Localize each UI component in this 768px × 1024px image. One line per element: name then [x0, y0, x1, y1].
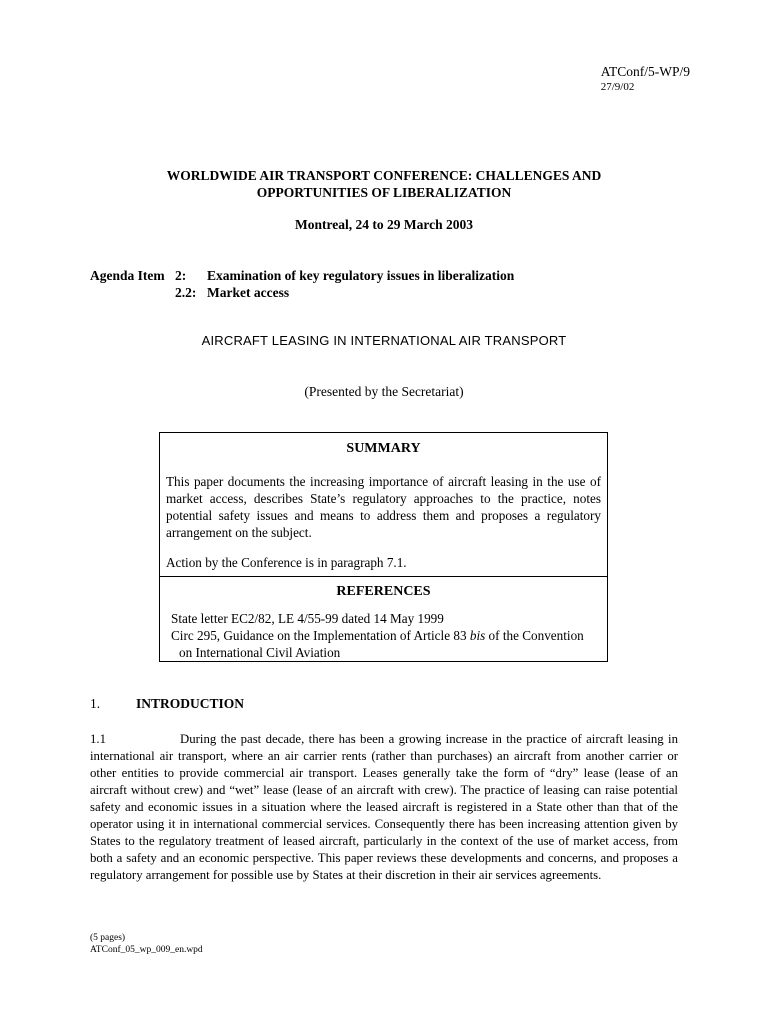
conference-place-date: Montreal, 24 to 29 March 2003	[295, 217, 473, 232]
summary-action: Action by the Conference is in paragraph 7.1.	[166, 555, 407, 570]
presenter-line: (Presented by the Secretariat)	[304, 384, 464, 399]
summary-heading: SUMMARY	[346, 441, 421, 456]
reference-item-continuation: on International Civil Aviation	[179, 645, 341, 660]
page-count: (5 pages)	[90, 933, 126, 943]
page-footer	[90, 932, 203, 956]
summary-text: This paper documents the increasing importance of aircraft leasing in the use of market access, describes State’s regulatory approaches to the practice, notes potential safety issues and means to address them and proposes a regulatory arrangement on the subject.	[166, 474, 601, 540]
section-title: INTRODUCTION	[136, 696, 245, 711]
references-heading: REFERENCES	[336, 584, 431, 599]
box-divider	[160, 576, 607, 577]
section-number: 1.	[90, 696, 101, 711]
agenda-label: Agenda Item	[90, 268, 165, 283]
section-heading	[90, 696, 244, 712]
agenda-subitem-text: Market access	[207, 285, 290, 300]
conference-title-line2: OPPORTUNITIES OF LIBERALIZATION	[256, 185, 512, 200]
paragraph-number: 1.1	[90, 732, 106, 746]
document-reference	[601, 64, 690, 94]
agenda-item-number: 2:	[175, 268, 187, 283]
references-list	[171, 610, 601, 661]
summary-references-box	[159, 432, 608, 662]
file-name: ATConf_05_wp_009_en.wpd	[90, 945, 203, 955]
paper-title: AIRCRAFT LEASING IN INTERNATIONAL AIR TRANSPORT	[201, 333, 567, 348]
conference-title	[130, 167, 638, 201]
conference-title-line1: WORLDWIDE AIR TRANSPORT CONFERENCE: CHALLENGES AND	[166, 168, 602, 183]
reference-italic: bis	[469, 628, 486, 643]
agenda-item	[90, 267, 514, 301]
agenda-subitem-number: 2.2:	[175, 285, 197, 300]
agenda-item-text: Examination of key regulatory issues in liberalization	[207, 268, 515, 283]
document-date: 27/9/02	[600, 81, 635, 93]
paragraph-1-1	[90, 731, 678, 884]
reference-item: Circ 295, Guidance on the Implementation of Article 83 bis of the Convention	[171, 628, 584, 643]
document-code: ATConf/5-WP/9	[600, 64, 690, 79]
reference-item: State letter EC2/82, LE 4/55-99 dated 14 May 1999	[171, 611, 444, 626]
paragraph-text: During the past decade, there has been a growing increase in the practice of aircraft leasing in international air transport, where an air carrier rents (rather than purchases) an aircraft from another carrier or other entities to provide commercial air transport. Leases generally take the form of “dry” lease (lease of an aircraft without crew) and “wet” lease (lease of an aircraft with crew). The practice of leasing can raise potential safety and economic issues in a situation where the leased aircraft is registered in a State other than that of the operator using it in international commercial services. Consequently there has been increasing attention given by States to the regulatory treatment of leased aircraft, particularly in the context of the use of market access, from both a safety and an economic perspective. This paper reviews these developments and concerns, and proposes a regulatory arrangement for possible use by States at their discretion in their air services agreements.	[90, 732, 678, 882]
